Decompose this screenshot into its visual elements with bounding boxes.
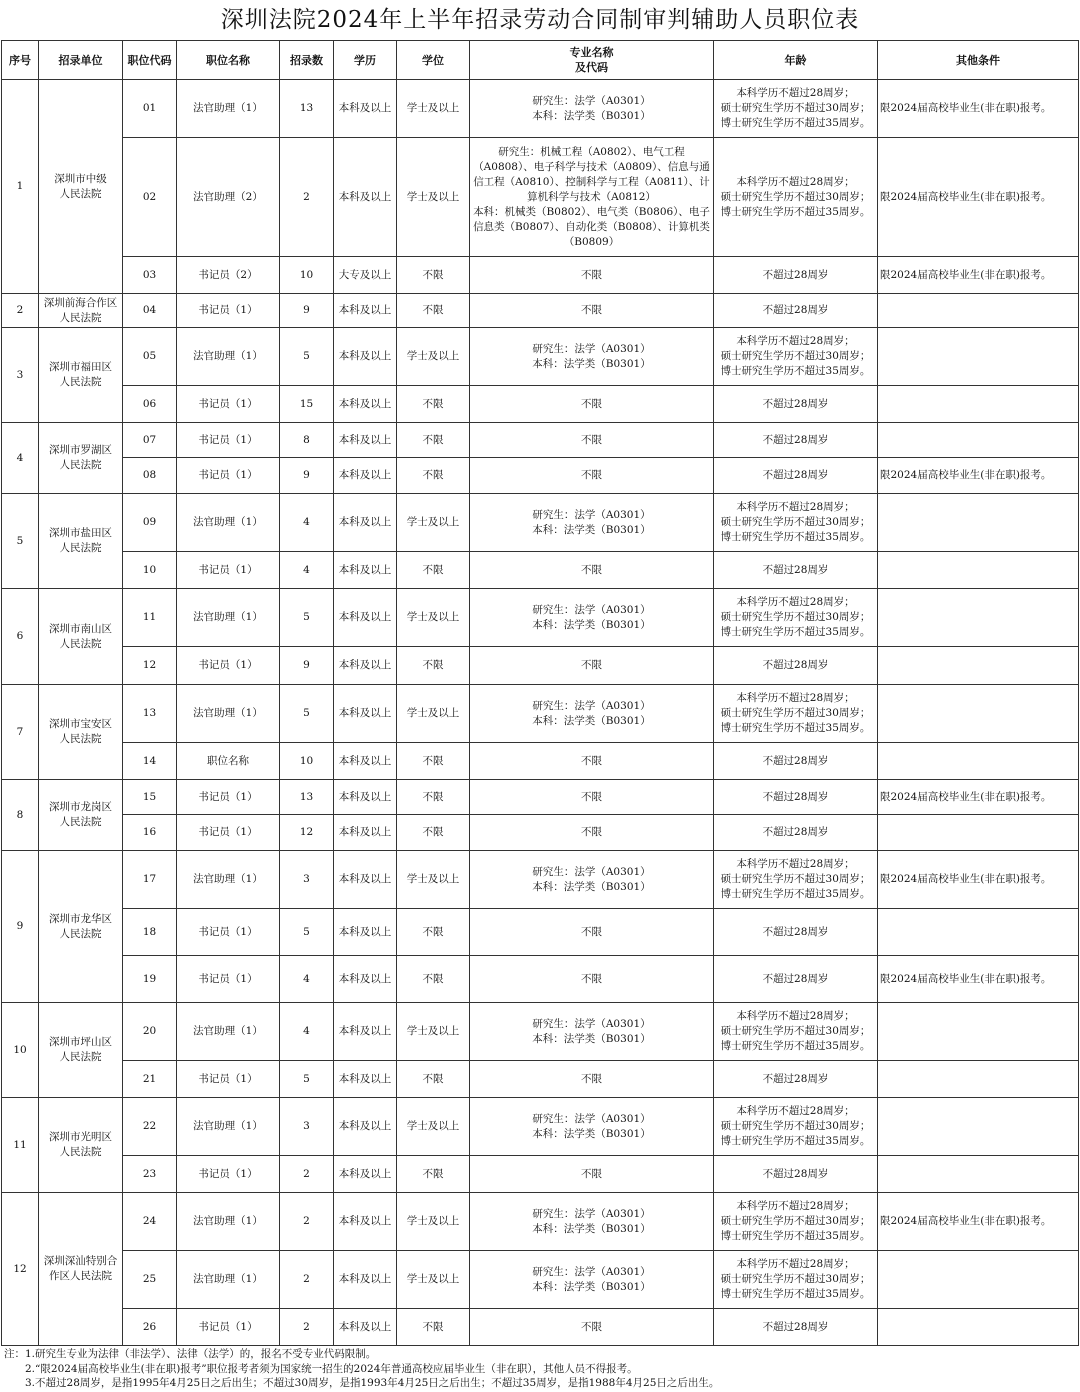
- footnote-2: 2.“限2024届高校毕业生(非在职)报考”职位报考者须为国家统一招生的2024年普通高校应届毕业生（非在职），其他人员不得报考。: [25, 1362, 638, 1375]
- table-row: [2, 257, 1079, 294]
- cell-name: 法官助理（1）: [177, 1098, 280, 1156]
- cell-edu: 本科及以上: [334, 1193, 397, 1251]
- cell-major: 研究生：法学（A0301） 本科：法学类（B0301）: [470, 685, 714, 743]
- cell-code: 17: [123, 851, 177, 909]
- cell-other: [878, 1156, 1079, 1193]
- cell-count: 9: [280, 294, 334, 328]
- cell-age: 不超过28周岁: [714, 780, 878, 815]
- cell-edu: 本科及以上: [334, 1061, 397, 1098]
- cell-degree: 学士及以上: [397, 851, 470, 909]
- cell-unit: 深圳市福田区 人民法院: [39, 328, 123, 423]
- cell-age: 不超过28周岁: [714, 294, 878, 328]
- cell-major: 不限: [470, 458, 714, 494]
- table-row: [2, 1003, 1079, 1061]
- cell-age: 本科学历不超过28周岁； 硕士研究生学历不超过30周岁； 博士研究生学历不超过35周岁。: [714, 328, 878, 386]
- table-row: [2, 1251, 1079, 1309]
- cell-major: 不限: [470, 956, 714, 1003]
- cell-seq: 4: [2, 423, 39, 494]
- table-row: [2, 1309, 1079, 1346]
- table-row: [2, 1156, 1079, 1193]
- cell-count: 13: [280, 80, 334, 138]
- cell-count: 15: [280, 386, 334, 423]
- cell-degree: 不限: [397, 257, 470, 294]
- cell-age: 不超过28周岁: [714, 647, 878, 685]
- cell-degree: 不限: [397, 743, 470, 780]
- cell-age: 不超过28周岁: [714, 458, 878, 494]
- cell-unit: 深圳市坪山区 人民法院: [39, 1003, 123, 1098]
- table-row: [2, 423, 1079, 458]
- cell-major: 研究生：法学（A0301） 本科：法学类（B0301）: [470, 328, 714, 386]
- cell-age: 不超过28周岁: [714, 552, 878, 589]
- cell-edu: 本科及以上: [334, 1156, 397, 1193]
- table-row: [2, 1061, 1079, 1098]
- cell-name: 法官助理（1）: [177, 1251, 280, 1309]
- cell-seq: 1: [2, 80, 39, 294]
- cell-count: 9: [280, 647, 334, 685]
- cell-other: [878, 743, 1079, 780]
- cell-count: 5: [280, 1061, 334, 1098]
- cell-count: 9: [280, 458, 334, 494]
- header-seq: 序号: [2, 41, 39, 80]
- cell-edu: 本科及以上: [334, 294, 397, 328]
- cell-major: 不限: [470, 1156, 714, 1193]
- cell-code: 09: [123, 494, 177, 552]
- cell-major: 研究生：法学（A0301） 本科：法学类（B0301）: [470, 1003, 714, 1061]
- cell-major: 不限: [470, 386, 714, 423]
- cell-code: 21: [123, 1061, 177, 1098]
- cell-other: [878, 1061, 1079, 1098]
- table-row: [2, 780, 1079, 815]
- cell-name: 法官助理（1）: [177, 1003, 280, 1061]
- cell-seq: 3: [2, 328, 39, 423]
- cell-unit: 深圳深汕特别合 作区人民法院: [39, 1193, 123, 1346]
- cell-degree: 学士及以上: [397, 80, 470, 138]
- cell-other: [878, 294, 1079, 328]
- cell-age: 不超过28周岁: [714, 815, 878, 851]
- cell-unit: 深圳市盐田区 人民法院: [39, 494, 123, 589]
- cell-name: 法官助理（2）: [177, 138, 280, 257]
- cell-edu: 本科及以上: [334, 909, 397, 956]
- table-row: [2, 909, 1079, 956]
- cell-degree: 不限: [397, 956, 470, 1003]
- cell-other: 限2024届高校毕业生(非在职)报考。: [878, 956, 1079, 1003]
- cell-major: 不限: [470, 257, 714, 294]
- cell-count: 2: [280, 138, 334, 257]
- table-row: [2, 138, 1079, 257]
- cell-code: 02: [123, 138, 177, 257]
- cell-seq: 10: [2, 1003, 39, 1098]
- cell-count: 10: [280, 743, 334, 780]
- cell-degree: 不限: [397, 647, 470, 685]
- cell-count: 4: [280, 956, 334, 1003]
- cell-seq: 8: [2, 780, 39, 851]
- cell-edu: 本科及以上: [334, 685, 397, 743]
- table-row: [2, 494, 1079, 552]
- cell-degree: 学士及以上: [397, 589, 470, 647]
- cell-name: 法官助理（1）: [177, 328, 280, 386]
- header-degree: 学位: [397, 41, 470, 80]
- cell-major: 研究生：法学（A0301） 本科：法学类（B0301）: [470, 80, 714, 138]
- cell-unit: 深圳市宝安区 人民法院: [39, 685, 123, 780]
- cell-other: [878, 552, 1079, 589]
- cell-edu: 本科及以上: [334, 138, 397, 257]
- cell-edu: 本科及以上: [334, 815, 397, 851]
- cell-seq: 9: [2, 851, 39, 1003]
- table-row: [2, 328, 1079, 386]
- cell-age: 本科学历不超过28周岁； 硕士研究生学历不超过30周岁； 博士研究生学历不超过35周岁。: [714, 1251, 878, 1309]
- cell-degree: 不限: [397, 423, 470, 458]
- cell-age: 不超过28周岁: [714, 743, 878, 780]
- cell-age: 本科学历不超过28周岁； 硕士研究生学历不超过30周岁； 博士研究生学历不超过35周岁。: [714, 589, 878, 647]
- cell-degree: 不限: [397, 386, 470, 423]
- cell-major: 不限: [470, 909, 714, 956]
- cell-unit: 深圳前海合作区 人民法院: [39, 294, 123, 328]
- header-major: 专业名称 及代码: [470, 41, 714, 80]
- cell-name: 法官助理（1）: [177, 589, 280, 647]
- cell-edu: 本科及以上: [334, 494, 397, 552]
- cell-unit: 深圳市龙华区 人民法院: [39, 851, 123, 1003]
- cell-name: 书记员（1）: [177, 909, 280, 956]
- cell-edu: 本科及以上: [334, 589, 397, 647]
- cell-major: 不限: [470, 647, 714, 685]
- cell-code: 16: [123, 815, 177, 851]
- cell-count: 2: [280, 1156, 334, 1193]
- cell-major: 研究生：法学（A0301） 本科：法学类（B0301）: [470, 1251, 714, 1309]
- cell-age: 本科学历不超过28周岁； 硕士研究生学历不超过30周岁； 博士研究生学历不超过35周岁。: [714, 1193, 878, 1251]
- cell-other: [878, 328, 1079, 386]
- cell-degree: 不限: [397, 1061, 470, 1098]
- cell-code: 23: [123, 1156, 177, 1193]
- cell-code: 20: [123, 1003, 177, 1061]
- header-edu: 学历: [334, 41, 397, 80]
- cell-age: 本科学历不超过28周岁； 硕士研究生学历不超过30周岁； 博士研究生学历不超过35周岁。: [714, 685, 878, 743]
- cell-code: 03: [123, 257, 177, 294]
- cell-name: 书记员（1）: [177, 1156, 280, 1193]
- cell-other: [878, 647, 1079, 685]
- cell-count: 3: [280, 851, 334, 909]
- cell-count: 5: [280, 589, 334, 647]
- header-name: 职位名称: [177, 41, 280, 80]
- footnote-1: 注：1.研究生专业为法律（非法学）、法律（法学）的，报名不受专业代码限制。: [4, 1348, 377, 1360]
- cell-degree: 不限: [397, 458, 470, 494]
- cell-degree: 学士及以上: [397, 1098, 470, 1156]
- footnote-3: 3.不超过28周岁，是指1995年4月25日之后出生；不超过30周岁，是指1993年4月25日之后出生；不超过35周岁，是指1988年4月25日之后出生。: [25, 1377, 720, 1389]
- header-unit: 招录单位: [39, 41, 123, 80]
- cell-code: 12: [123, 647, 177, 685]
- cell-count: 12: [280, 815, 334, 851]
- table-row: [2, 1193, 1079, 1251]
- cell-edu: 本科及以上: [334, 647, 397, 685]
- cell-code: 22: [123, 1098, 177, 1156]
- cell-name: 书记员（1）: [177, 386, 280, 423]
- cell-count: 2: [280, 1251, 334, 1309]
- cell-code: 14: [123, 743, 177, 780]
- cell-name: 书记员（1）: [177, 1309, 280, 1346]
- cell-unit: 深圳市罗湖区 人民法院: [39, 423, 123, 494]
- cell-code: 06: [123, 386, 177, 423]
- cell-degree: 学士及以上: [397, 1003, 470, 1061]
- cell-unit: 深圳市中级 人民法院: [39, 80, 123, 294]
- table-row: [2, 589, 1079, 647]
- table-row: [2, 815, 1079, 851]
- cell-name: 书记员（1）: [177, 423, 280, 458]
- cell-name: 法官助理（1）: [177, 685, 280, 743]
- cell-major: 研究生：法学（A0301） 本科：法学类（B0301）: [470, 851, 714, 909]
- cell-unit: 深圳市南山区 人民法院: [39, 589, 123, 685]
- cell-code: 05: [123, 328, 177, 386]
- cell-age: 本科学历不超过28周岁； 硕士研究生学历不超过30周岁； 博士研究生学历不超过35周岁。: [714, 494, 878, 552]
- cell-degree: 不限: [397, 1309, 470, 1346]
- cell-degree: 不限: [397, 552, 470, 589]
- cell-other: [878, 423, 1079, 458]
- header-other: 其他条件: [878, 41, 1079, 80]
- cell-code: 26: [123, 1309, 177, 1346]
- cell-edu: 大专及以上: [334, 257, 397, 294]
- cell-seq: 2: [2, 294, 39, 328]
- cell-count: 2: [280, 1309, 334, 1346]
- cell-other: 限2024届高校毕业生(非在职)报考。: [878, 458, 1079, 494]
- cell-edu: 本科及以上: [334, 1003, 397, 1061]
- cell-other: 限2024届高校毕业生(非在职)报考。: [878, 780, 1079, 815]
- cell-degree: 不限: [397, 909, 470, 956]
- cell-edu: 本科及以上: [334, 780, 397, 815]
- cell-other: 限2024届高校毕业生(非在职)报考。: [878, 851, 1079, 909]
- cell-degree: 学士及以上: [397, 494, 470, 552]
- cell-name: 职位名称: [177, 743, 280, 780]
- cell-count: 4: [280, 1003, 334, 1061]
- cell-major: 不限: [470, 1061, 714, 1098]
- cell-degree: 学士及以上: [397, 685, 470, 743]
- cell-other: 限2024届高校毕业生(非在职)报考。: [878, 138, 1079, 257]
- cell-major: 不限: [470, 1309, 714, 1346]
- header-count: 招录数: [280, 41, 334, 80]
- cell-other: [878, 494, 1079, 552]
- cell-name: 书记员（1）: [177, 647, 280, 685]
- cell-age: 本科学历不超过28周岁； 硕士研究生学历不超过30周岁； 博士研究生学历不超过35周岁。: [714, 80, 878, 138]
- cell-other: 限2024届高校毕业生(非在职)报考。: [878, 80, 1079, 138]
- cell-other: [878, 815, 1079, 851]
- table-header-row: [2, 41, 1079, 80]
- cell-major: 不限: [470, 423, 714, 458]
- cell-major: 研究生：机械工程（A0802）、电气工程（A0808）、电子科学与技术（A0809）、信息与通信工程（A0810）、控制科学与工程（A0811）、计算机科学与技术（A0812） 本科：机械类（B0802）、电气类（B0806）、电子信息类（B0807）、自动化类（B0808）、计算机类（B0809）: [470, 138, 714, 257]
- cell-count: 2: [280, 1193, 334, 1251]
- cell-degree: 学士及以上: [397, 138, 470, 257]
- cell-degree: 不限: [397, 294, 470, 328]
- cell-name: 法官助理（1）: [177, 1193, 280, 1251]
- cell-major: 不限: [470, 780, 714, 815]
- cell-major: 不限: [470, 815, 714, 851]
- cell-age: 本科学历不超过28周岁； 硕士研究生学历不超过30周岁； 博士研究生学历不超过35周岁。: [714, 1003, 878, 1061]
- cell-count: 13: [280, 780, 334, 815]
- cell-edu: 本科及以上: [334, 552, 397, 589]
- table-row: [2, 294, 1079, 328]
- cell-other: [878, 909, 1079, 956]
- cell-count: 5: [280, 685, 334, 743]
- cell-code: 13: [123, 685, 177, 743]
- cell-edu: 本科及以上: [334, 851, 397, 909]
- cell-code: 18: [123, 909, 177, 956]
- cell-count: 8: [280, 423, 334, 458]
- cell-name: 法官助理（1）: [177, 80, 280, 138]
- cell-edu: 本科及以上: [334, 956, 397, 1003]
- cell-degree: 学士及以上: [397, 1193, 470, 1251]
- table-row: [2, 80, 1079, 138]
- footnotes: [0, 1347, 1080, 1391]
- cell-code: 25: [123, 1251, 177, 1309]
- cell-age: 不超过28周岁: [714, 956, 878, 1003]
- cell-code: 11: [123, 589, 177, 647]
- cell-name: 书记员（1）: [177, 294, 280, 328]
- table-row: [2, 458, 1079, 494]
- cell-unit: 深圳市光明区 人民法院: [39, 1098, 123, 1193]
- cell-unit: 深圳市龙岗区 人民法院: [39, 780, 123, 851]
- cell-count: 4: [280, 494, 334, 552]
- cell-name: 书记员（1）: [177, 458, 280, 494]
- table-row: [2, 386, 1079, 423]
- cell-age: 本科学历不超过28周岁； 硕士研究生学历不超过30周岁； 博士研究生学历不超过35周岁。: [714, 138, 878, 257]
- cell-age: 不超过28周岁: [714, 257, 878, 294]
- header-code: 职位代码: [123, 41, 177, 80]
- cell-name: 书记员（1）: [177, 956, 280, 1003]
- cell-edu: 本科及以上: [334, 386, 397, 423]
- cell-seq: 5: [2, 494, 39, 589]
- cell-other: 限2024届高校毕业生(非在职)报考。: [878, 1193, 1079, 1251]
- cell-other: 限2024届高校毕业生(非在职)报考。: [878, 257, 1079, 294]
- table-row: [2, 647, 1079, 685]
- cell-name: 书记员（1）: [177, 1061, 280, 1098]
- cell-degree: 学士及以上: [397, 1251, 470, 1309]
- cell-edu: 本科及以上: [334, 1309, 397, 1346]
- table-row: [2, 743, 1079, 780]
- cell-edu: 本科及以上: [334, 1251, 397, 1309]
- cell-other: [878, 1003, 1079, 1061]
- cell-major: 不限: [470, 294, 714, 328]
- cell-name: 法官助理（1）: [177, 494, 280, 552]
- cell-age: 不超过28周岁: [714, 386, 878, 423]
- cell-degree: 不限: [397, 780, 470, 815]
- cell-code: 04: [123, 294, 177, 328]
- cell-code: 19: [123, 956, 177, 1003]
- cell-degree: 不限: [397, 1156, 470, 1193]
- cell-age: 不超过28周岁: [714, 1309, 878, 1346]
- cell-major: 研究生：法学（A0301） 本科：法学类（B0301）: [470, 1193, 714, 1251]
- cell-code: 08: [123, 458, 177, 494]
- cell-edu: 本科及以上: [334, 743, 397, 780]
- header-age: 年龄: [714, 41, 878, 80]
- cell-major: 研究生：法学（A0301） 本科：法学类（B0301）: [470, 494, 714, 552]
- cell-seq: 11: [2, 1098, 39, 1193]
- cell-code: 10: [123, 552, 177, 589]
- cell-count: 5: [280, 328, 334, 386]
- cell-age: 本科学历不超过28周岁； 硕士研究生学历不超过30周岁； 博士研究生学历不超过35周岁。: [714, 851, 878, 909]
- cell-code: 01: [123, 80, 177, 138]
- cell-seq: 6: [2, 589, 39, 685]
- cell-count: 10: [280, 257, 334, 294]
- cell-age: 不超过28周岁: [714, 423, 878, 458]
- cell-name: 书记员（1）: [177, 552, 280, 589]
- cell-count: 5: [280, 909, 334, 956]
- cell-edu: 本科及以上: [334, 458, 397, 494]
- cell-seq: 7: [2, 685, 39, 780]
- cell-age: 本科学历不超过28周岁； 硕士研究生学历不超过30周岁； 博士研究生学历不超过35周岁。: [714, 1098, 878, 1156]
- cell-edu: 本科及以上: [334, 1098, 397, 1156]
- positions-table: [1, 40, 1079, 1346]
- cell-count: 4: [280, 552, 334, 589]
- page-title: 深圳法院2024年上半年招录劳动合同制审判辅助人员职位表: [220, 7, 860, 33]
- cell-degree: 不限: [397, 815, 470, 851]
- cell-other: [878, 1251, 1079, 1309]
- cell-count: 3: [280, 1098, 334, 1156]
- cell-age: 不超过28周岁: [714, 1061, 878, 1098]
- table-row: [2, 685, 1079, 743]
- cell-major: 研究生：法学（A0301） 本科：法学类（B0301）: [470, 1098, 714, 1156]
- cell-age: 不超过28周岁: [714, 909, 878, 956]
- cell-other: [878, 589, 1079, 647]
- cell-major: 不限: [470, 743, 714, 780]
- table-row: [2, 552, 1079, 589]
- table-row: [2, 956, 1079, 1003]
- cell-other: [878, 685, 1079, 743]
- cell-major: 研究生：法学（A0301） 本科：法学类（B0301）: [470, 589, 714, 647]
- table-row: [2, 851, 1079, 909]
- table-body: [2, 80, 1079, 1346]
- cell-edu: 本科及以上: [334, 80, 397, 138]
- cell-name: 书记员（1）: [177, 815, 280, 851]
- cell-other: [878, 386, 1079, 423]
- cell-name: 书记员（2）: [177, 257, 280, 294]
- cell-name: 书记员（1）: [177, 780, 280, 815]
- cell-code: 24: [123, 1193, 177, 1251]
- table-row: [2, 1098, 1079, 1156]
- cell-code: 15: [123, 780, 177, 815]
- cell-seq: 12: [2, 1193, 39, 1346]
- cell-name: 法官助理（1）: [177, 851, 280, 909]
- cell-major: 不限: [470, 552, 714, 589]
- cell-edu: 本科及以上: [334, 328, 397, 386]
- cell-code: 07: [123, 423, 177, 458]
- cell-other: [878, 1309, 1079, 1346]
- cell-age: 不超过28周岁: [714, 1156, 878, 1193]
- cell-degree: 学士及以上: [397, 328, 470, 386]
- cell-edu: 本科及以上: [334, 423, 397, 458]
- cell-other: [878, 1098, 1079, 1156]
